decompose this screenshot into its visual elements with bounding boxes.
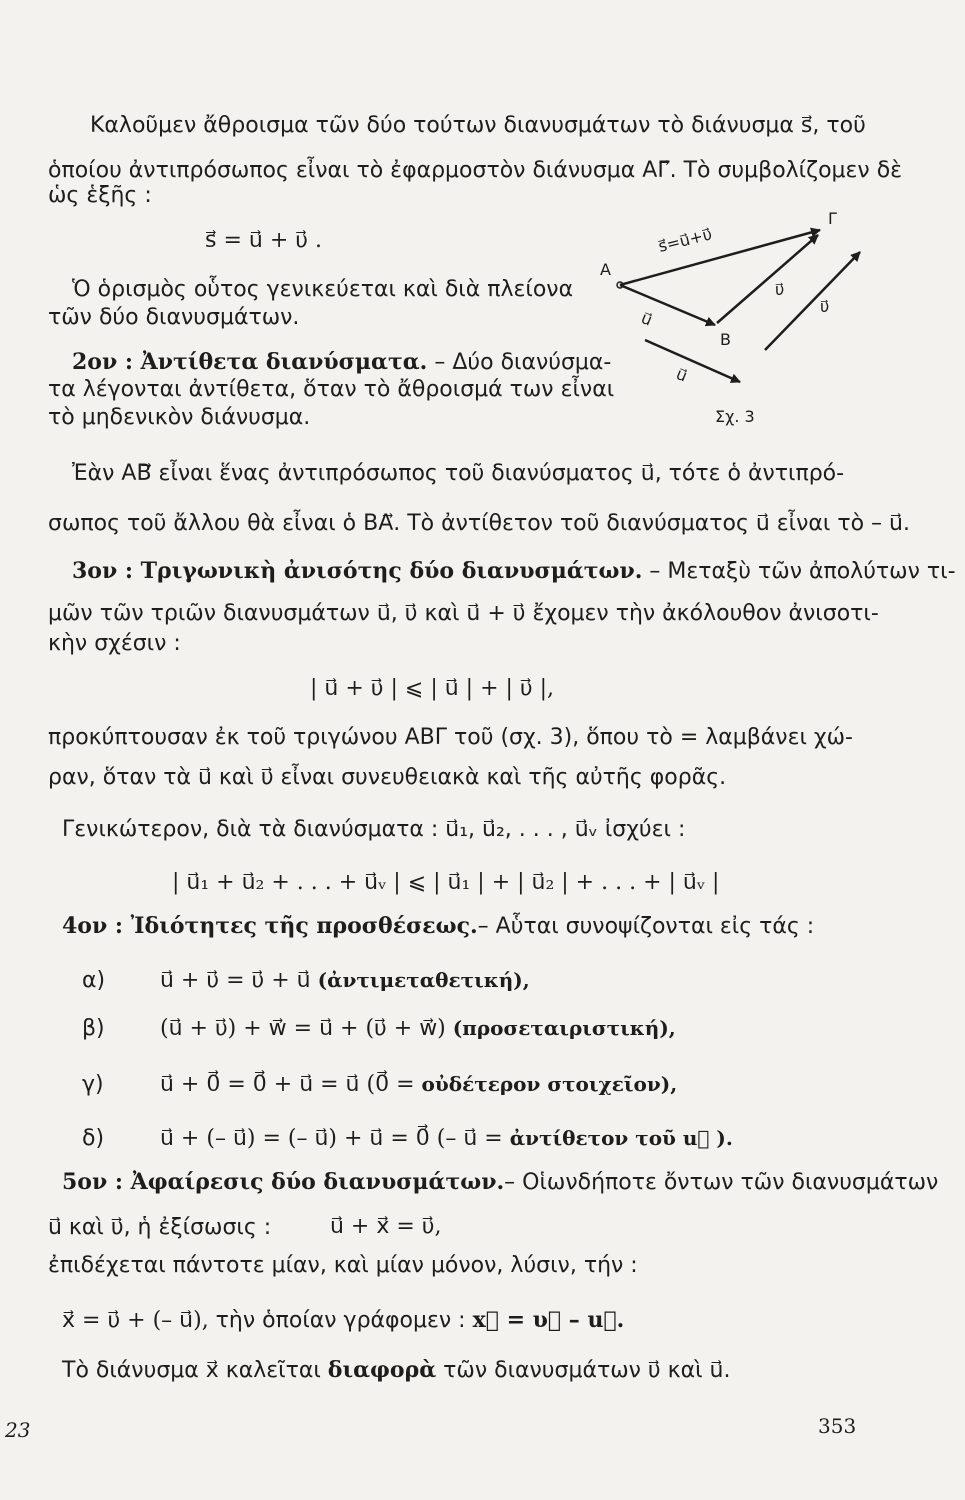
text-line: προκύπτουσαν ἐκ τοῦ τριγώνου ΑΒΓ τοῦ (σχ. 3), ὅπου τὸ = λαμβάνει χώ- [48, 725, 853, 750]
section-text: – Οἱωνδήποτε ὄντων τῶν διανυσμάτων [504, 1170, 939, 1195]
section-4-line [62, 912, 814, 941]
label-u2: u⃗ [673, 364, 691, 386]
vector-figure [590, 210, 890, 430]
text-line: σωπος τοῦ ἄλλου θὰ εἶναι ὁ ΒΑ⃗. Τὸ ἀντίθετον τοῦ διανύσματος u⃗ εἶναι τὸ – u⃗. [48, 511, 910, 536]
property-name: (προσεταιριστική), [452, 1016, 676, 1040]
formula-triangle-inequality: | u⃗ + υ⃗ | ⩽ | u⃗ | + | υ⃗ |, [310, 676, 555, 701]
text-line: ἐπιδέχεται πάντοτε μίαν, καὶ μίαν μόνον, λύσιν, τήν : [48, 1253, 638, 1278]
formula-sum: s⃗ = u⃗ + υ⃗ . [205, 228, 322, 253]
formula-general-inequality: | u⃗₁ + u⃗₂ + . . . + u⃗ᵥ | ⩽ | u⃗₁ | + | u⃗₂ | + . . . + | u⃗ᵥ | [172, 870, 720, 895]
property-formula: u⃗ + (– u⃗) = (– u⃗) + u⃗ = 0⃗ (– u⃗ = [160, 1126, 503, 1151]
label-a: Α [600, 260, 611, 279]
text-line: Γενικώτερον, διὰ τὰ διανύσματα : u⃗₁, u⃗₂, . . . , u⃗ᵥ ἰσχύει : [62, 817, 686, 842]
property-g [160, 1072, 677, 1097]
section-2-line [72, 348, 611, 377]
section-text: – Αὗται συνοψίζονται εἰς τάς : [477, 914, 815, 939]
formula-equation: u⃗ + x⃗ = υ⃗, [330, 1214, 442, 1239]
text-line: Ὁ ὁρισμὸς οὗτος γενικεύεται καὶ διὰ πλείονα [72, 277, 574, 302]
item-label: β) [82, 1016, 105, 1041]
solution-text: τὴν ὁποίαν γράφομεν : [208, 1308, 473, 1333]
property-name: (ἀντιμεταθετική), [317, 968, 530, 992]
property-name: ἀντίθετον τοῦ u⃗ ). [509, 1126, 733, 1150]
section-heading: 5ον : Ἀφαίρεσις δύο διανυσμάτων. [62, 1169, 505, 1195]
property-name: οὐδέτερον στοιχεῖον), [421, 1072, 678, 1096]
text-line: Ἐὰν ΑΒ⃗ εἶναι ἕνας ἀντιπρόσωπος τοῦ διανύσματος u⃗, τότε ὁ ἀντιπρό- [72, 461, 845, 486]
definition-term: διαφορὰ [327, 1357, 437, 1383]
text-line: u⃗ καὶ υ⃗, ἡ ἐξίσωσις : [48, 1215, 272, 1240]
property-b [160, 1016, 676, 1041]
vector-u-arrow [620, 285, 715, 325]
definition-line [62, 1356, 731, 1385]
label-u: u⃗ [638, 308, 656, 330]
property-d [160, 1126, 733, 1151]
figure-caption: Σχ. 3 [715, 407, 755, 426]
text-line: μῶν τῶν τριῶν διανυσμάτων u⃗, υ⃗ καὶ u⃗ + υ⃗ ἔχομεν τὴν ἀκόλουθον ἀνισοτι- [48, 601, 879, 626]
text-line: ραν, ὅταν τὰ u⃗ καὶ υ⃗ εἶναι συνευθειακὰ καὶ τῆς αὐτῆς φορᾶς. [48, 765, 727, 790]
definition-text: Τὸ διάνυσμα x⃗ καλεῖται [62, 1358, 328, 1383]
item-label: δ) [82, 1126, 105, 1151]
section-heading: 2ον : Ἀντίθετα διανύσματα. [72, 349, 428, 375]
property-formula: u⃗ + υ⃗ = υ⃗ + u⃗ [160, 968, 311, 993]
label-g: Γ [828, 210, 837, 228]
section-heading: 3ον : Τριγωνικὴ ἀνισότης δύο διανυσμάτων. [72, 558, 643, 584]
text-line: κὴν σχέσιν : [48, 631, 181, 656]
section-heading: 4ον : Ἰδιότητες τῆς προσθέσεως. [62, 913, 478, 939]
text-line: ὁποίου ἀντιπρόσωπος εἶναι τὸ ἐφαρμοστὸν διάνυσμα ΑΓ⃗. Τὸ συμβολίζομεν δὲ [48, 158, 903, 183]
definition-text: τῶν διανυσμάτων υ⃗ καὶ u⃗. [436, 1358, 731, 1383]
solution-line [62, 1306, 624, 1335]
solution-formula: x⃗ = υ⃗ + (– u⃗), [62, 1308, 209, 1333]
property-formula: u⃗ + 0⃗ = 0⃗ + u⃗ = u⃗ (0⃗ = [160, 1072, 415, 1097]
section-3-line [72, 557, 956, 586]
item-label: γ) [82, 1072, 104, 1097]
solution-definition: x⃗ = υ⃗ – u⃗. [472, 1307, 625, 1333]
vector-s-arrow [620, 230, 820, 285]
item-label: α) [82, 968, 106, 993]
text-line: Καλοῦμεν ἄθροισμα τῶν δύο τούτων διανυσμάτων τὸ διάνυσμα s⃗, τοῦ [90, 113, 866, 138]
label-b: Β [720, 330, 731, 349]
vector-v2-arrow [765, 252, 860, 350]
text-line: τῶν δύο διανυσμάτων. [48, 305, 300, 330]
section-5-line [62, 1168, 938, 1197]
property-formula: (u⃗ + υ⃗) + w⃗ = u⃗ + (υ⃗ + w⃗) [160, 1016, 446, 1041]
label-v: υ⃗ [775, 280, 785, 299]
text-line: τα λέγονται ἀντίθετα, ὅταν τὸ ἄθροισμά των εἶναι [48, 377, 615, 402]
text-line: τὸ μηδενικὸν διάνυσμα. [48, 405, 311, 430]
section-text: – Μεταξὺ τῶν ἀπολύτων τι- [649, 559, 956, 584]
page-number: 353 [818, 1414, 857, 1438]
text-line: ὡς ἑξῆς : [48, 183, 152, 208]
label-s: s⃗=u⃗+υ⃗ [656, 224, 714, 256]
section-text: – Δύο διανύσμα- [427, 350, 612, 375]
signature-number: 23 [5, 1418, 31, 1442]
label-v2: υ⃗ [820, 297, 830, 316]
property-a [160, 968, 530, 993]
